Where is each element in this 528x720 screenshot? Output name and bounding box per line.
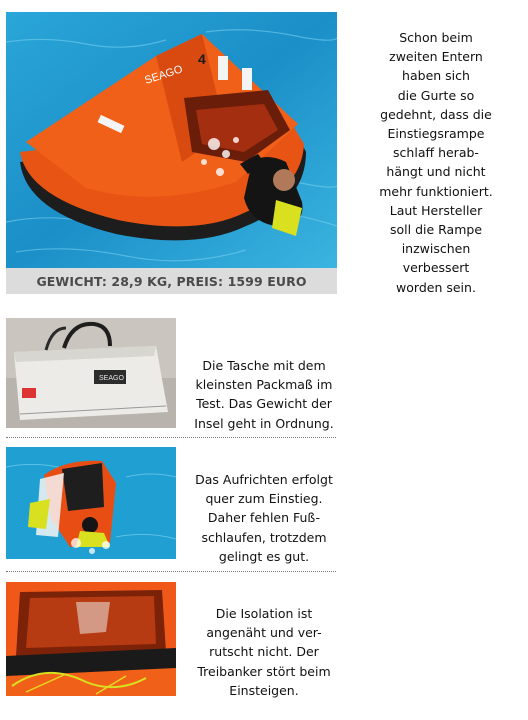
bag-photo (6, 318, 176, 428)
hero-line: Laut Hersteller (389, 202, 483, 218)
hero-line: schlaff herab- (393, 145, 479, 161)
insulation-line: Die Isolation ist (215, 606, 313, 621)
raft-brand-text: SEAGO (143, 63, 185, 87)
insulation-line: rutscht nicht. Der (209, 644, 319, 660)
insulation-paragraph (188, 604, 340, 700)
hero-line: mehr funktioniert. (379, 183, 493, 199)
hero-line: verbessert (402, 260, 470, 276)
righting-line: gelingt es gut. (218, 548, 310, 564)
hero-line: worden sein. (396, 279, 476, 295)
bag-paragraph (188, 356, 340, 433)
hero-line: gedehnt, dass die (380, 106, 492, 122)
raft-number-text: 4 (198, 51, 206, 67)
dotted-separator (6, 571, 336, 572)
bag-line: Test. Das Gewicht der (196, 396, 332, 412)
hero-caption: GEWICHT: 28,9 KG, PREIS: 1599 EURO (6, 268, 337, 294)
righting-line: Daher fehlen Fuß- (207, 510, 321, 526)
hero-photo-life-raft (6, 12, 337, 268)
bag-line: Die Tasche mit dem (202, 358, 326, 373)
insulation-line: Treibanker stört beim (197, 663, 331, 679)
hero-line: die Gurte so (397, 87, 475, 103)
hero-line: soll die Rampe (389, 222, 483, 238)
dotted-separator (6, 437, 336, 438)
bag-label-text: SEAGO (99, 375, 124, 382)
bag-line: Insel geht in Ordnung. (194, 415, 334, 431)
hero-line: hängt und nicht (386, 164, 486, 180)
hero-line: inzwischen (401, 241, 471, 257)
righting-paragraph (188, 470, 340, 566)
insulation-line: Einsteigen. (229, 682, 299, 698)
righting-line: schlaufen, trotzdem (201, 529, 327, 545)
hero-line: haben sich (402, 68, 470, 84)
hero-paragraph (348, 28, 524, 297)
hero-line: Einstiegsrampe (387, 126, 485, 142)
righting-photo (6, 447, 176, 559)
bag-line: kleinsten Packmaß im (195, 377, 333, 393)
hero-line: zweiten Entern (389, 49, 483, 65)
insulation-line: angenäht und ver- (206, 625, 322, 641)
hero-line: Schon beim (399, 30, 473, 45)
insulation-photo (6, 582, 176, 696)
righting-line: quer zum Einstieg. (205, 491, 323, 507)
righting-line: Das Aufrichten erfolgt (195, 472, 333, 487)
